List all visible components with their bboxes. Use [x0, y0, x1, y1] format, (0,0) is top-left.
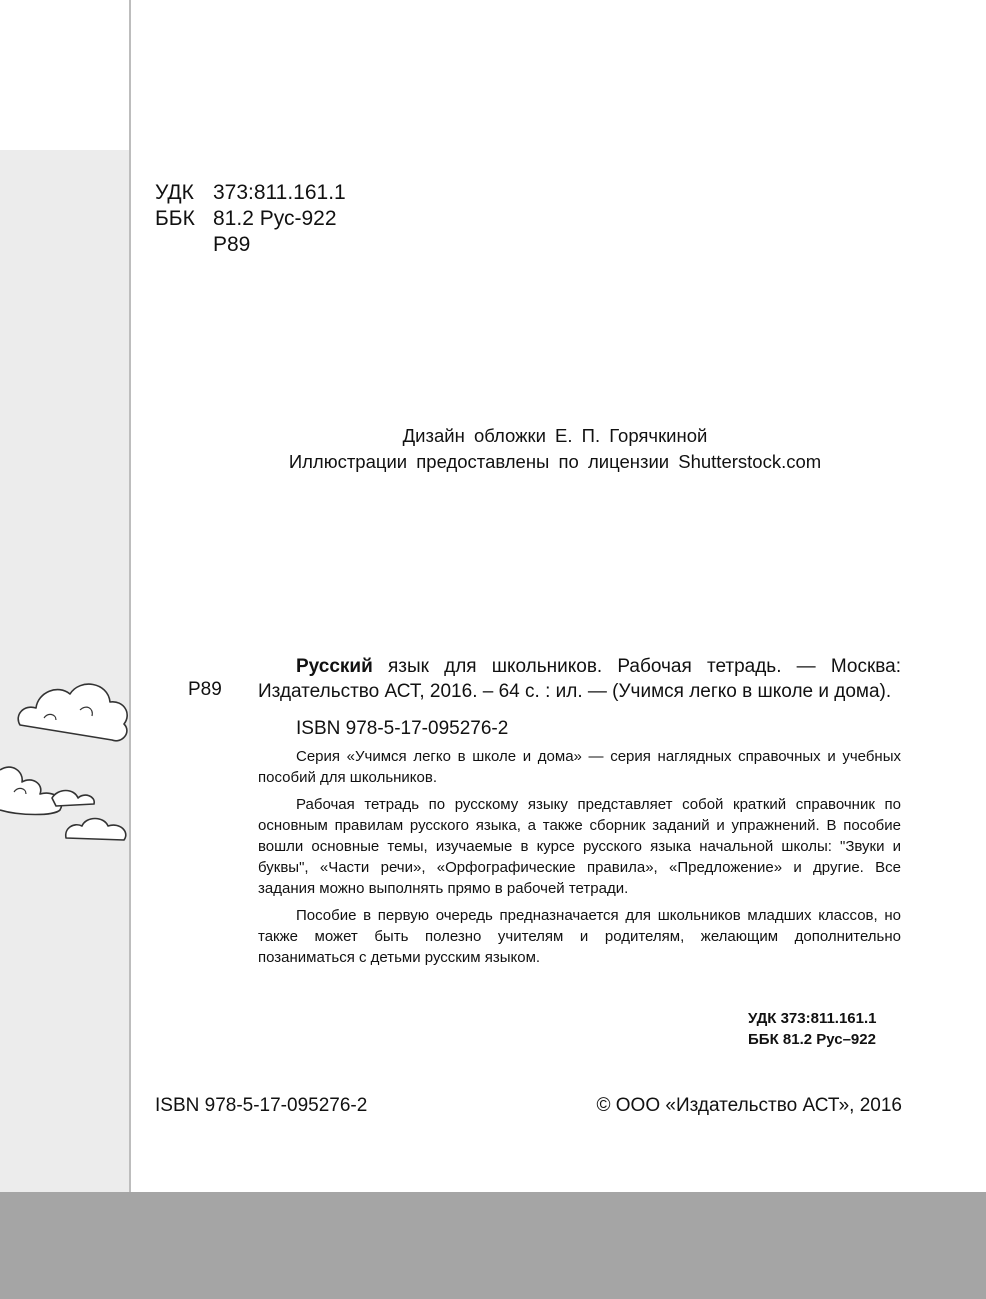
bibliographic-entry — [258, 654, 901, 974]
udk-bottom: УДК 373:811.161.1 — [748, 1010, 877, 1027]
classification-codes-bottom — [748, 1008, 877, 1050]
classification-codes-top — [155, 180, 346, 258]
credits — [210, 423, 900, 475]
footer-isbn: ISBN 978-5-17-095276-2 — [155, 1095, 368, 1116]
bbk-row — [155, 206, 346, 232]
bottom-bar — [0, 1192, 986, 1299]
author-mark: Р89 — [213, 233, 251, 256]
cover-design-credit: Дизайн обложки Е. П. Горячкиной — [402, 425, 708, 446]
entry-paragraph-description: Рабочая тетрадь по русскому языку представляет собой краткий справочник по основным правилам русского языка, а также сборник заданий и упражнений. В пособие вошли основные темы, изучаемые в курсе русского языка начальной школы: "Звуки и буквы", «Части речи», «Орфографические правила», «Предложение» и другие. Все задания можно выполнять прямо в рабочей тетради. — [258, 796, 901, 897]
udk-label: УДК — [155, 181, 194, 204]
bbk-value: 81.2 Рус-922 — [213, 207, 337, 230]
entry-author-mark: Р89 — [188, 679, 222, 700]
entry-paragraph-series: Серия «Учимся легко в школе и дома» — серия наглядных справочных и учебных пособий для школьников. — [258, 748, 901, 786]
illustrations-credit: Иллюстрации предоставлены по лицензии Shutterstock.com — [288, 451, 822, 472]
entry-title-bold: Русский — [296, 656, 373, 677]
left-margin-band — [0, 0, 130, 1192]
udk-value: 373:811.161.1 — [213, 181, 346, 204]
entry-title-rest: язык для школьников. Рабочая тетрадь. — Москва: Издательство АСТ, 2016. – 64 с. : ил. — (Учимся легко в школе и дома). — [258, 656, 901, 702]
author-mark-row — [155, 232, 346, 258]
entry-paragraph-audience: Пособие в первую очередь предназначается для школьников младших классов, но также может быть полезно учителям и родителям, желающим дополнительно позаниматься с детьми русским языком. — [258, 907, 901, 966]
cloud-illustration — [0, 670, 135, 845]
bbk-bottom: ББК 81.2 Рус–922 — [748, 1031, 876, 1048]
copyright: © ООО «Издательство АСТ», 2016 — [596, 1095, 902, 1116]
band-divider — [129, 0, 131, 1192]
entry-isbn: ISBN 978-5-17-095276-2 — [296, 718, 509, 739]
bbk-label: ББК — [155, 207, 195, 230]
udk-row — [155, 180, 346, 206]
entry-title — [258, 654, 901, 704]
band-top — [0, 0, 130, 150]
